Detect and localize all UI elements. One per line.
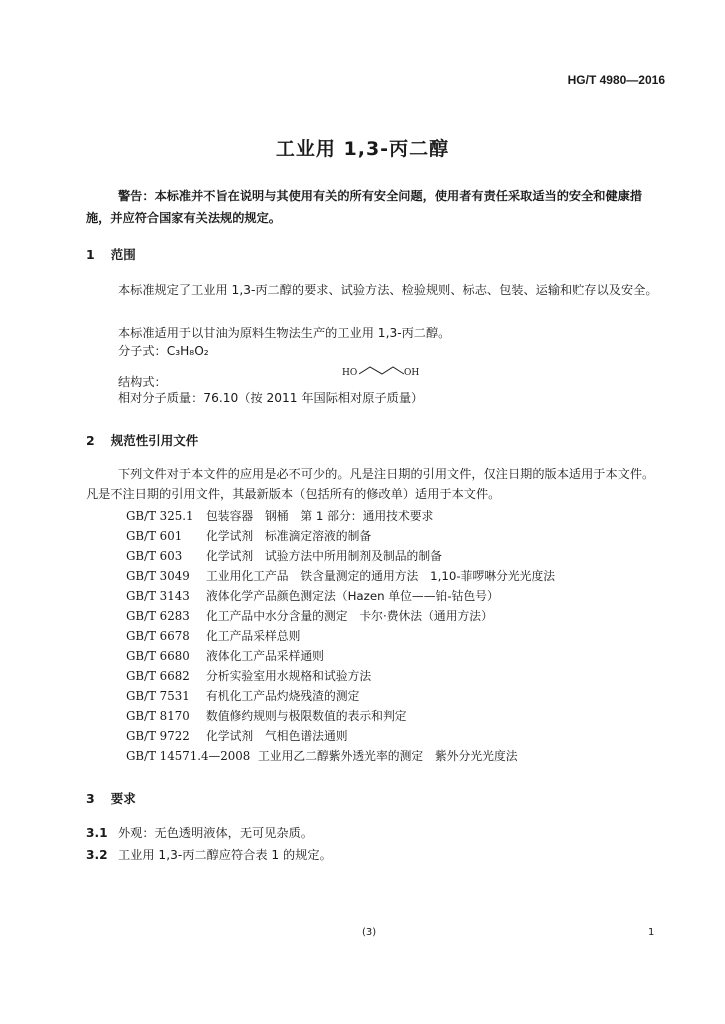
reference-title: 分析实验室用水规格和试验方法 <box>206 669 372 683</box>
reference-code: GB/T 8170 <box>126 709 190 723</box>
reference-item <box>126 687 359 704</box>
reference-title: 化学试剂 气相色谱法通则 <box>206 729 348 743</box>
requirement-text: 工业用 1,3-丙二醇应符合表 1 的规定。 <box>118 848 332 862</box>
section2-heading <box>86 431 198 449</box>
warning-text: 本标准并不旨在说明与其使用有关的所有安全问题，使用者有责任采取适当的安全和健康措施，并应符合国家有关法规的规定。 <box>86 189 643 225</box>
reference-code: GB/T 6680 <box>126 649 190 663</box>
requirement-item <box>86 824 313 841</box>
reference-code: GB/T 6283 <box>126 609 190 623</box>
section3-heading <box>86 789 136 807</box>
reference-item <box>126 547 442 564</box>
reference-item <box>126 647 324 664</box>
reference-item <box>126 567 555 584</box>
reference-title: 有机化工产品灼烧残渣的测定 <box>206 689 360 703</box>
formula-value: C₃H₈O₂ <box>166 344 209 358</box>
section2-number: 2 <box>86 433 95 448</box>
reference-item <box>126 707 407 724</box>
formula-line <box>118 342 209 359</box>
reference-title: 化工产品采样总则 <box>206 629 301 643</box>
structure-oh: OH <box>404 368 420 378</box>
standard-code: HG/T 4980—2016 <box>567 73 665 87</box>
section1-para1: 本标准规定了工业用 1,3-丙二醇的要求、试验方法、检验规则、标志、包装、运输和贮存以及安全。 <box>118 283 658 297</box>
reference-code: GB/T 14571.4—2008 <box>126 749 251 763</box>
reference-code: GB/T 603 <box>126 549 183 563</box>
reference-item <box>126 587 499 604</box>
warning-paragraph <box>86 185 664 229</box>
requirement-number: 3.2 <box>86 848 108 862</box>
reference-title: 工业用乙二醇紫外透光率的测定 紫外分光光度法 <box>258 749 518 763</box>
structure-label: 结构式： <box>118 375 167 389</box>
reference-code: GB/T 7531 <box>126 689 190 703</box>
reference-code: GB/T 6678 <box>126 629 190 643</box>
reference-title: 工业用化工产品 铁含量测定的通用方法 1,10-菲啰啉分光光度法 <box>206 569 556 583</box>
section1-title: 范围 <box>110 247 136 262</box>
section2-title: 规范性引用文件 <box>110 433 199 448</box>
section1-heading <box>86 245 136 263</box>
reference-code: GB/T 6682 <box>126 669 190 683</box>
reference-item <box>126 507 433 524</box>
requirement-item <box>86 846 332 863</box>
reference-item <box>126 607 493 624</box>
reference-item <box>126 667 371 684</box>
reference-item <box>126 727 348 744</box>
reference-title: 液体化工产品采样通则 <box>206 649 324 663</box>
reference-title: 液体化学产品颜色测定法（Hazen 单位——铂-钴色号） <box>206 589 499 603</box>
page-number: 1 <box>648 927 655 938</box>
section1-para2: 本标准适用于以甘油为原料生物法生产的工业用 1,3-丙二醇。 <box>118 326 451 340</box>
document-title: 工业用 1,3-丙二醇 <box>275 138 450 160</box>
reference-code: GB/T 3049 <box>126 569 190 583</box>
reference-code: GB/T 9722 <box>126 729 190 743</box>
section2-intro: 下列文件对于本文件的应用是必不可少的。凡是注日期的引用文件，仅注日期的版本适用于本文件。凡是不注日期的引用文件，其最新版本（包括所有的修改单）适用于本文件。 <box>86 467 655 501</box>
warning-label: 警告： <box>118 189 155 203</box>
requirement-text: 外观：无色透明液体，无可见杂质。 <box>118 826 313 840</box>
reference-code: GB/T 601 <box>126 529 183 543</box>
reference-item <box>126 627 300 644</box>
section3-title: 要求 <box>110 791 136 806</box>
reference-title: 化学试剂 试验方法中所用制剂及制品的制备 <box>206 549 442 563</box>
section3-number: 3 <box>86 791 95 806</box>
reference-code: GB/T 3143 <box>126 589 190 603</box>
reference-title: 化学试剂 标准滴定溶液的制备 <box>206 529 372 543</box>
reference-title: 化工产品中水分含量的测定 卡尔·费休法（通用方法） <box>206 609 493 623</box>
footer-center-mark: (3) <box>362 927 377 938</box>
requirement-number: 3.1 <box>86 826 108 840</box>
reference-code: GB/T 325.1 <box>126 509 194 523</box>
structure-chain-icon <box>359 364 405 378</box>
section1-number: 1 <box>86 247 95 262</box>
molecular-mass: 相对分子质量：76.10（按 2011 年国际相对原子质量） <box>118 391 424 405</box>
reference-title: 数值修约规则与极限数值的表示和判定 <box>206 709 407 723</box>
reference-item <box>126 527 371 544</box>
reference-item <box>126 747 518 764</box>
reference-title: 包装容器 钢桶 第 1 部分：通用技术要求 <box>206 509 434 523</box>
structure-ho: HO <box>342 368 358 378</box>
formula-label: 分子式： <box>118 344 167 358</box>
